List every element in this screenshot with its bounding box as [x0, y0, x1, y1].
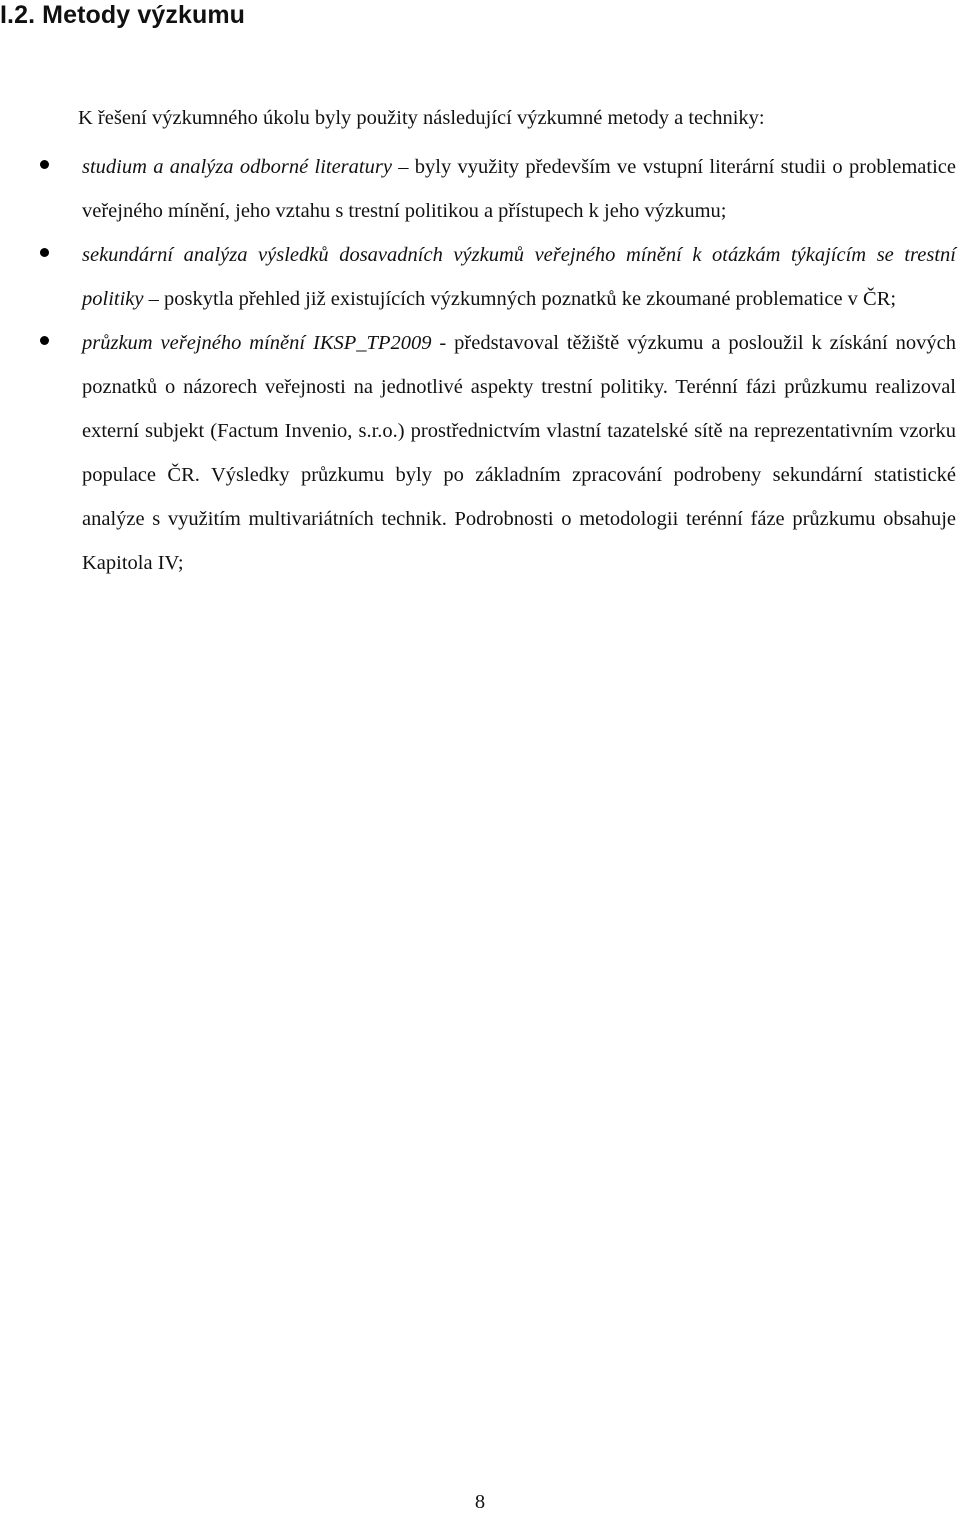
bullet-icon [40, 160, 49, 169]
methods-list [0, 145, 956, 585]
page-number: 8 [474, 1491, 486, 1513]
method-description: - představoval těžiště výzkumu a posloužil k získání nových poznatků o názorech veřejnosti na jednotlivé aspekty trestní politiky. Terénní fázi průzkumu realizoval externí subjekt (Factum Invenio, s.r.o.) prostřednictvím vlastní tazatelské sítě na reprezentativním vzorku populace ČR. Výsledky průzkumu byly po základním zpracování podrobeny sekundární statistické analýze s využitím multivariátních technik. Podrobnosti o metodologii terénní fáze průzkumu obsahuje Kapitola IV; [82, 332, 956, 574]
section-heading: I.2. Metody výzkumu [0, 1, 246, 29]
method-term: průzkum veřejného mínění IKSP_TP2009 [82, 332, 432, 354]
bullet-icon [40, 336, 49, 345]
method-description: – poskytla přehled již existujících výzkumných poznatků ke zkoumané problematice v ČR; [143, 288, 897, 310]
intro-paragraph: K řešení výzkumného úkolu byly použity následující výzkumné metody a techniky: [78, 107, 765, 129]
bullet-icon [40, 248, 49, 257]
method-term: studium a analýza odborné literatury [82, 156, 392, 178]
list-item-survey [0, 321, 956, 585]
method-term: sekundární analýza výsledků dosavadních výzkumů veřejného mínění k otázkám týkajícím se trestní politiky [82, 244, 956, 310]
method-description: – byly využity především ve vstupní literární studii o problematice veřejného mínění, jeho vztahu s trestní politikou a přístupech k jeho výzkumu; [82, 156, 956, 222]
list-item-secondary-analysis [0, 233, 956, 321]
list-item-literature [0, 145, 956, 233]
